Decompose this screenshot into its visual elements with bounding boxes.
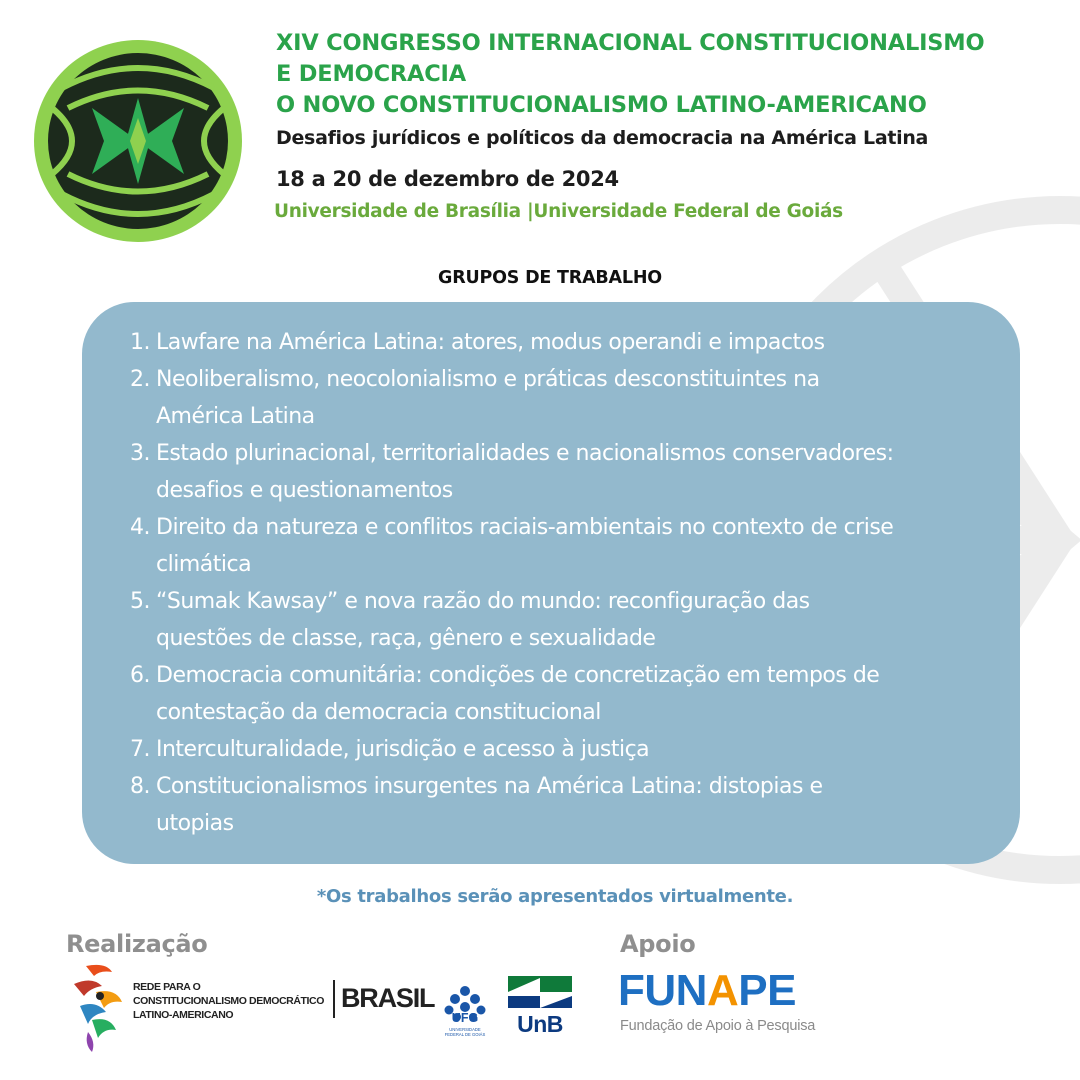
working-group-title-line: Democracia comunitária: condições de concretização em tempos de (156, 663, 880, 688)
working-group-number: 1. (130, 330, 150, 355)
rede-name (133, 980, 324, 1022)
event-dates: 18 a 20 de dezembro de 2024 (276, 167, 619, 191)
section-title: GRUPOS DE TRABALHO (438, 268, 662, 288)
working-group-title-line: “Sumak Kawsay” e nova razão do mundo: reconfiguração das (156, 589, 810, 614)
working-group-title-line: Constitucionalismos insurgentes na América Latina: distopias e (156, 774, 823, 799)
congress-logo (32, 38, 244, 244)
working-group-item (130, 435, 990, 509)
working-group-item (130, 509, 990, 583)
working-group-title (156, 768, 990, 842)
ufg-subtitle-line-2: FEDERAL DE GOIÁS (444, 1032, 486, 1037)
ufg-subtitle (441, 1027, 489, 1037)
working-group-title-line: Lawfare na América Latina: atores, modus operandi e impactos (156, 330, 825, 355)
funape-subtitle: Fundação de Apoio à Pesquisa (620, 1018, 816, 1034)
working-group-number: 4. (130, 515, 150, 540)
rede-country: BRASIL (341, 983, 435, 1013)
working-group-title-line: Interculturalidade, jurisdição e acesso à justiça (156, 737, 650, 762)
congress-subtitle: Desafios jurídicos e políticos da democracia na América Latina (276, 127, 929, 149)
funape-name-end: PE (738, 966, 796, 1015)
working-group-title-line: questões de classe, raça, gênero e sexualidade (156, 626, 656, 651)
working-group-item (130, 657, 990, 731)
virtual-presentation-note: *Os trabalhos serão apresentados virtualmente. (316, 886, 794, 907)
working-group-title (156, 509, 990, 583)
working-group-title-line: Direito da natureza e conflitos raciais-ambientais no contexto de crise (156, 515, 894, 540)
working-group-item (130, 768, 990, 842)
working-group-number: 8. (130, 774, 150, 799)
working-group-title (156, 731, 990, 768)
working-group-item (130, 361, 990, 435)
working-group-title (156, 361, 990, 435)
host-universities: Universidade de Brasília |Universidade Federal de Goiás (274, 201, 843, 222)
rede-constitucionalismo-logo (66, 962, 128, 1052)
unb-logo (508, 976, 572, 1010)
working-group-title-line: Neoliberalismo, neocolonialismo e práticas desconstituintes na (156, 367, 820, 392)
working-group-title-line: utopias (156, 811, 234, 836)
working-group-title-line: Estado plurinacional, territorialidades e nacionalismos conservadores: (156, 441, 894, 466)
working-group-number: 3. (130, 441, 150, 466)
working-groups-list (130, 324, 990, 842)
unb-name: UnB (517, 1011, 563, 1037)
rede-name-line-2: CONSTITUCIONALISMO DEMOCRÁTICO (133, 995, 324, 1007)
working-group-item (130, 731, 990, 768)
working-group-number: 6. (130, 663, 150, 688)
congress-title-line-1: XIV CONGRESSO INTERNACIONAL CONSTITUCIONALISMO (276, 30, 985, 56)
working-group-number: 2. (130, 367, 150, 392)
funape-logo (618, 966, 796, 1016)
working-groups-panel (82, 302, 1020, 864)
working-group-item (130, 583, 990, 657)
working-group-title (156, 583, 990, 657)
congress-title-line-2: E DEMOCRACIA (276, 61, 466, 87)
realizacao-label: Realização (66, 930, 208, 958)
working-group-title (156, 657, 990, 731)
rede-divider (333, 980, 335, 1018)
funape-name-accent: A (706, 966, 739, 1015)
apoio-label: Apoio (620, 930, 696, 958)
working-group-title (156, 435, 990, 509)
working-group-title-line: contestação da democracia constitucional (156, 700, 601, 725)
ufg-subtitle-line-1: UNIVERSIDADE (449, 1027, 481, 1032)
working-group-title-line: desafios e questionamentos (156, 478, 453, 503)
funape-name-start: FUN (618, 966, 707, 1015)
ufg-name: UFG (451, 1011, 479, 1025)
rede-name-line-3: LATINO-AMERICANO (133, 1009, 234, 1021)
working-group-title (156, 324, 990, 361)
working-group-number: 7. (130, 737, 150, 762)
working-group-title-line: climática (156, 552, 252, 577)
congress-title-line-3: O NOVO CONSTITUCIONALISMO LATINO-AMERICANO (276, 92, 927, 118)
working-group-title-line: América Latina (156, 404, 315, 429)
working-group-item (130, 324, 990, 361)
rede-name-line-1: REDE PARA O (133, 981, 201, 993)
working-group-number: 5. (130, 589, 150, 614)
header (276, 28, 1056, 222)
